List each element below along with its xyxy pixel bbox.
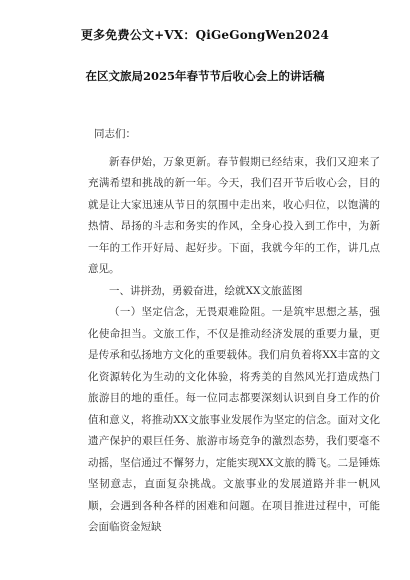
document-body: [88, 124, 380, 539]
section-heading: 一、讲拼劲，勇毅奋进，绘就XX文旅蓝图: [109, 284, 303, 297]
section-paragraph: （一）坚定信念，无畏艰难险阻。一是筑牢思想之基，强化使命担当。文旅工作，不仅是推动经济发展的重要力量，更是传承和弘扬地方文化的重要载体。我们肩负着将XX丰富的文化资源转化为生动的文化体验，将秀美的自然风光打造成热门旅游目的地的重任。每一位同志都要深刻认识到自身工作的价值和意义，将推动XX文旅事业发展作为坚定的信念。面对文化遗产保护的艰巨任务、旅游市场竞争的激烈态势，我们要毫不动摇，坚信通过不懈努力，定能实现XX文旅的腾飞。二是锤炼坚韧意志，直面复杂挑战。文旅事业的发展道路并非一帆风顺，会遇到各种各样的困难和问题。在项目推进过程中，可能会面临资金短缺: [88, 306, 380, 533]
salutation: 同志们：: [94, 128, 136, 140]
watermark-header: 更多免费公文+VX：QiGeGongWen2024: [80, 28, 330, 42]
document-title: 在区文旅局2025年春节节后收心会上的讲话稿: [85, 69, 325, 83]
intro-paragraph: 新春伊始，万象更新。春节假期已经结束，我们又迎来了充满希望和挑战的新一年。今天，我们召开节后收心会，目的就是让大家迅速从节日的氛围中走出来，收心归位，以饱满的热情、昂扬的斗志和务实的作风，全身心投入到工作中，为新一年的工作开好局、起好步。下面，我就今年的工作，讲几点意见。: [88, 155, 380, 275]
